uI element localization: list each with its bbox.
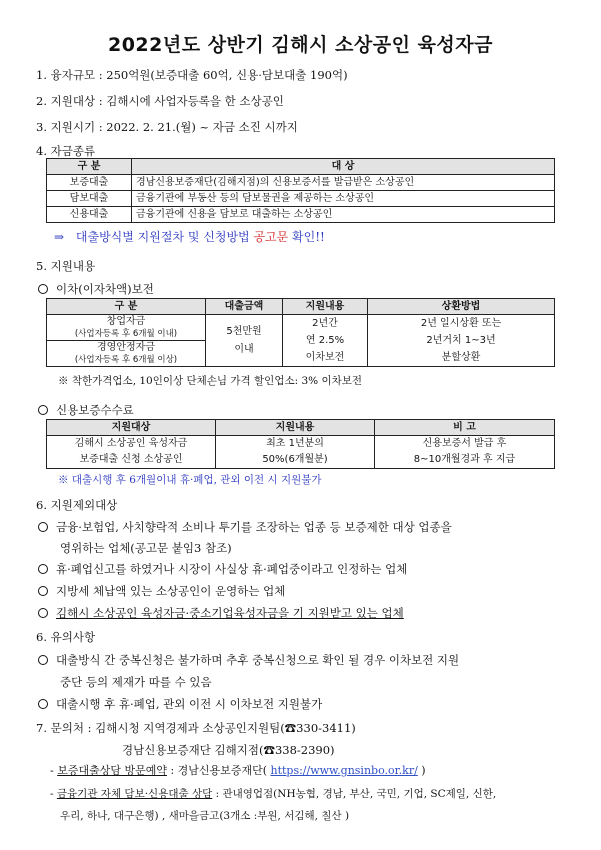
table-header: 지원대상 xyxy=(47,420,216,436)
exclusion-item xyxy=(38,561,407,577)
exclusion-text: 김해시 소상공인 육성자금·중소기업육성자금을 기 지원받고 있는 업체 xyxy=(56,606,404,620)
table-row xyxy=(47,207,555,223)
amount-line1: 5천만원 xyxy=(226,325,262,337)
visit-line: - 보증대출상담 방문예약 : 경남신용보증재단( https://www.gnsinbo.or.kr/ ) xyxy=(50,764,426,777)
startup-fund-note: (사업자등록 후 6개월 이내) xyxy=(74,329,178,339)
visit-url-link[interactable]: https://www.gnsinbo.or.kr/ xyxy=(270,764,418,777)
startup-fund-name: 창업자금 xyxy=(106,316,146,327)
section-loan-size: 1. 융자규모 : 250억원(보증대출 60억, 신용·담보대출 190억) xyxy=(36,68,348,82)
circle-bullet-icon xyxy=(38,522,48,532)
caution-item-cont: 중단 등의 제재가 따를 수 있음 xyxy=(60,675,212,689)
bank-text: : 관내영업점(NH농협, 경남, 부산, 국민, 기업, SC제일, 신한, xyxy=(212,788,497,800)
support-line2: 연 2.5% xyxy=(305,335,345,346)
exclusion-item-cont: 영위하는 업체(공고문 붙임3 참조) xyxy=(60,541,232,555)
circle-bullet-icon xyxy=(38,405,48,415)
operating-fund-note: (사업자등록 후 6개월 이상) xyxy=(74,355,178,365)
visit-end: ) xyxy=(417,764,426,777)
exclusion-text: 금융·보험업, 사치향락적 소비나 투기를 조장하는 업종 등 보증제한 대상 업종을 xyxy=(56,520,452,534)
exclusion-item xyxy=(38,519,452,535)
circle-bullet-icon xyxy=(38,586,48,596)
table-header: 대출금액 xyxy=(206,299,283,315)
notice-line xyxy=(54,229,325,245)
bank-line-2: 우리, 하나, 대구은행) , 새마을금고(3개소 :부원, 서김해, 칠산 ) xyxy=(60,810,350,822)
interest-heading xyxy=(38,281,154,297)
table-cell: 신용대출 xyxy=(47,207,132,223)
table-cell: 경남신용보증재단(김해지점)의 신용보증서를 발급받은 소상공인 xyxy=(132,175,555,191)
repay-line3: 분할상환 xyxy=(441,352,481,363)
guarantee-content-line1: 최초 1년분의 xyxy=(266,438,324,449)
table-header: 상환방법 xyxy=(368,299,555,315)
guarantee-heading xyxy=(38,402,134,418)
caution-item xyxy=(38,652,459,668)
notice-text: 대출방식별 지원절차 및 신청방법 xyxy=(75,230,254,244)
guarantee-target-line1: 김해시 소상공인 육성자금 xyxy=(74,438,188,449)
interest-heading-label: 이차(이자차액)보전 xyxy=(56,282,154,296)
table-row xyxy=(47,436,555,469)
guarantee-note-line1: 신용보증서 발급 후 xyxy=(422,438,507,449)
operating-fund-name: 경영안정자금 xyxy=(97,342,155,353)
exclusion-item xyxy=(38,583,285,599)
table-row xyxy=(47,315,555,341)
support-line1: 2년간 xyxy=(312,318,338,329)
table-row xyxy=(47,191,555,207)
visit-label: 보증대출상담 방문예약 xyxy=(57,764,167,777)
caution-text: 대출방식 간 중복신청은 불가하며 추후 중복신청으로 확인 될 경우 이차보전 지원 xyxy=(56,653,460,667)
table-cell: 보증대출 xyxy=(47,175,132,191)
circle-bullet-icon xyxy=(38,655,48,665)
circle-bullet-icon xyxy=(38,284,48,294)
section-exclusions: 6. 지원제외대상 xyxy=(36,498,118,512)
repay-line2: 2년거치 1~3년 xyxy=(426,335,496,346)
section-target: 2. 지원대상 : 김해시에 사업자등록을 한 소상공인 xyxy=(36,94,284,108)
section-support: 5. 지원내용 xyxy=(36,259,96,273)
caution-text: 대출시행 후 휴·폐업, 관외 이전 시 이차보전 지원불가 xyxy=(56,697,323,711)
notice-highlight: 공고문 xyxy=(253,230,289,244)
guarantee-heading-label: 신용보증수수료 xyxy=(56,403,134,417)
contact-line: 7. 문의처 : 김해시청 지역경제과 소상공인지원팀(☎330-3411) xyxy=(36,721,356,735)
section-cautions: 6. 유의사항 xyxy=(36,630,96,644)
interest-footnote: ※ 착한가격업소, 10인이상 단체손님 가격 할인업소: 3% 이차보전 xyxy=(58,375,363,387)
table-cell: 담보대출 xyxy=(47,191,132,207)
repay-line1: 2년 일시상환 또는 xyxy=(420,318,502,329)
guarantee-content-line2: 50%(6개월분) xyxy=(262,454,328,465)
bank-line: - 금융기관 자체 담보·신용대출 상담 : 관내영업점(NH농협, 경남, 부산, 국민, 기업, SC제일, 신한, xyxy=(50,788,497,800)
exclusion-text: 휴·폐업신고를 하였거나 시장이 사실상 휴·폐업중이라고 인정하는 업체 xyxy=(56,562,408,576)
table-cell: 금융기관에 신용을 담보로 대출하는 소상공인 xyxy=(132,207,555,223)
arrow-icon: ⇒ xyxy=(54,230,65,244)
contact-line-2: 경남신용보증재단 김해지점(☎338-2390) xyxy=(122,743,335,757)
amount-line2: 이내 xyxy=(234,343,254,355)
table-header: 구 분 xyxy=(47,159,132,175)
circle-bullet-icon xyxy=(38,608,48,618)
table-header: 구 분 xyxy=(47,299,206,315)
page-title: 2022년도 상반기 김해시 소상공인 육성자금 xyxy=(107,34,493,56)
guarantee-note-line2: 8~10개월경과 후 지급 xyxy=(413,454,516,465)
interest-table xyxy=(46,298,555,367)
table-header: 지원내용 xyxy=(283,299,368,315)
exclusion-item xyxy=(38,605,404,621)
caution-item xyxy=(38,696,322,712)
table-header: 비 고 xyxy=(375,420,555,436)
table-header: 지원내용 xyxy=(216,420,375,436)
section-period: 3. 지원시기 : 2022. 2. 21.(월) ~ 자금 소진 시까지 xyxy=(36,120,298,134)
exclusion-text: 지방세 체납액 있는 소상공인이 운영하는 업체 xyxy=(56,584,286,598)
visit-text: : 경남신용보증재단( xyxy=(166,764,271,777)
section-fund-types: 4. 자금종류 xyxy=(36,144,96,158)
circle-bullet-icon xyxy=(38,699,48,709)
guarantee-target-line2: 보증대출 신청 소상공인 xyxy=(79,454,183,465)
notice-text-end: 확인!! xyxy=(288,230,325,244)
bank-label: 금융기관 자체 담보·신용대출 상담 xyxy=(56,788,213,800)
table-row xyxy=(47,175,555,191)
circle-bullet-icon xyxy=(38,564,48,574)
support-line3: 이차보전 xyxy=(305,352,345,363)
guarantee-footnote: ※ 대출시행 후 6개월이내 휴·폐업, 관외 이전 시 지원불가 xyxy=(58,474,322,486)
table-header: 대 상 xyxy=(132,159,555,175)
fund-types-table xyxy=(46,158,555,223)
guarantee-table xyxy=(46,419,555,469)
table-cell: 금융기관에 부동산 등의 담보물권을 제공하는 소상공인 xyxy=(132,191,555,207)
